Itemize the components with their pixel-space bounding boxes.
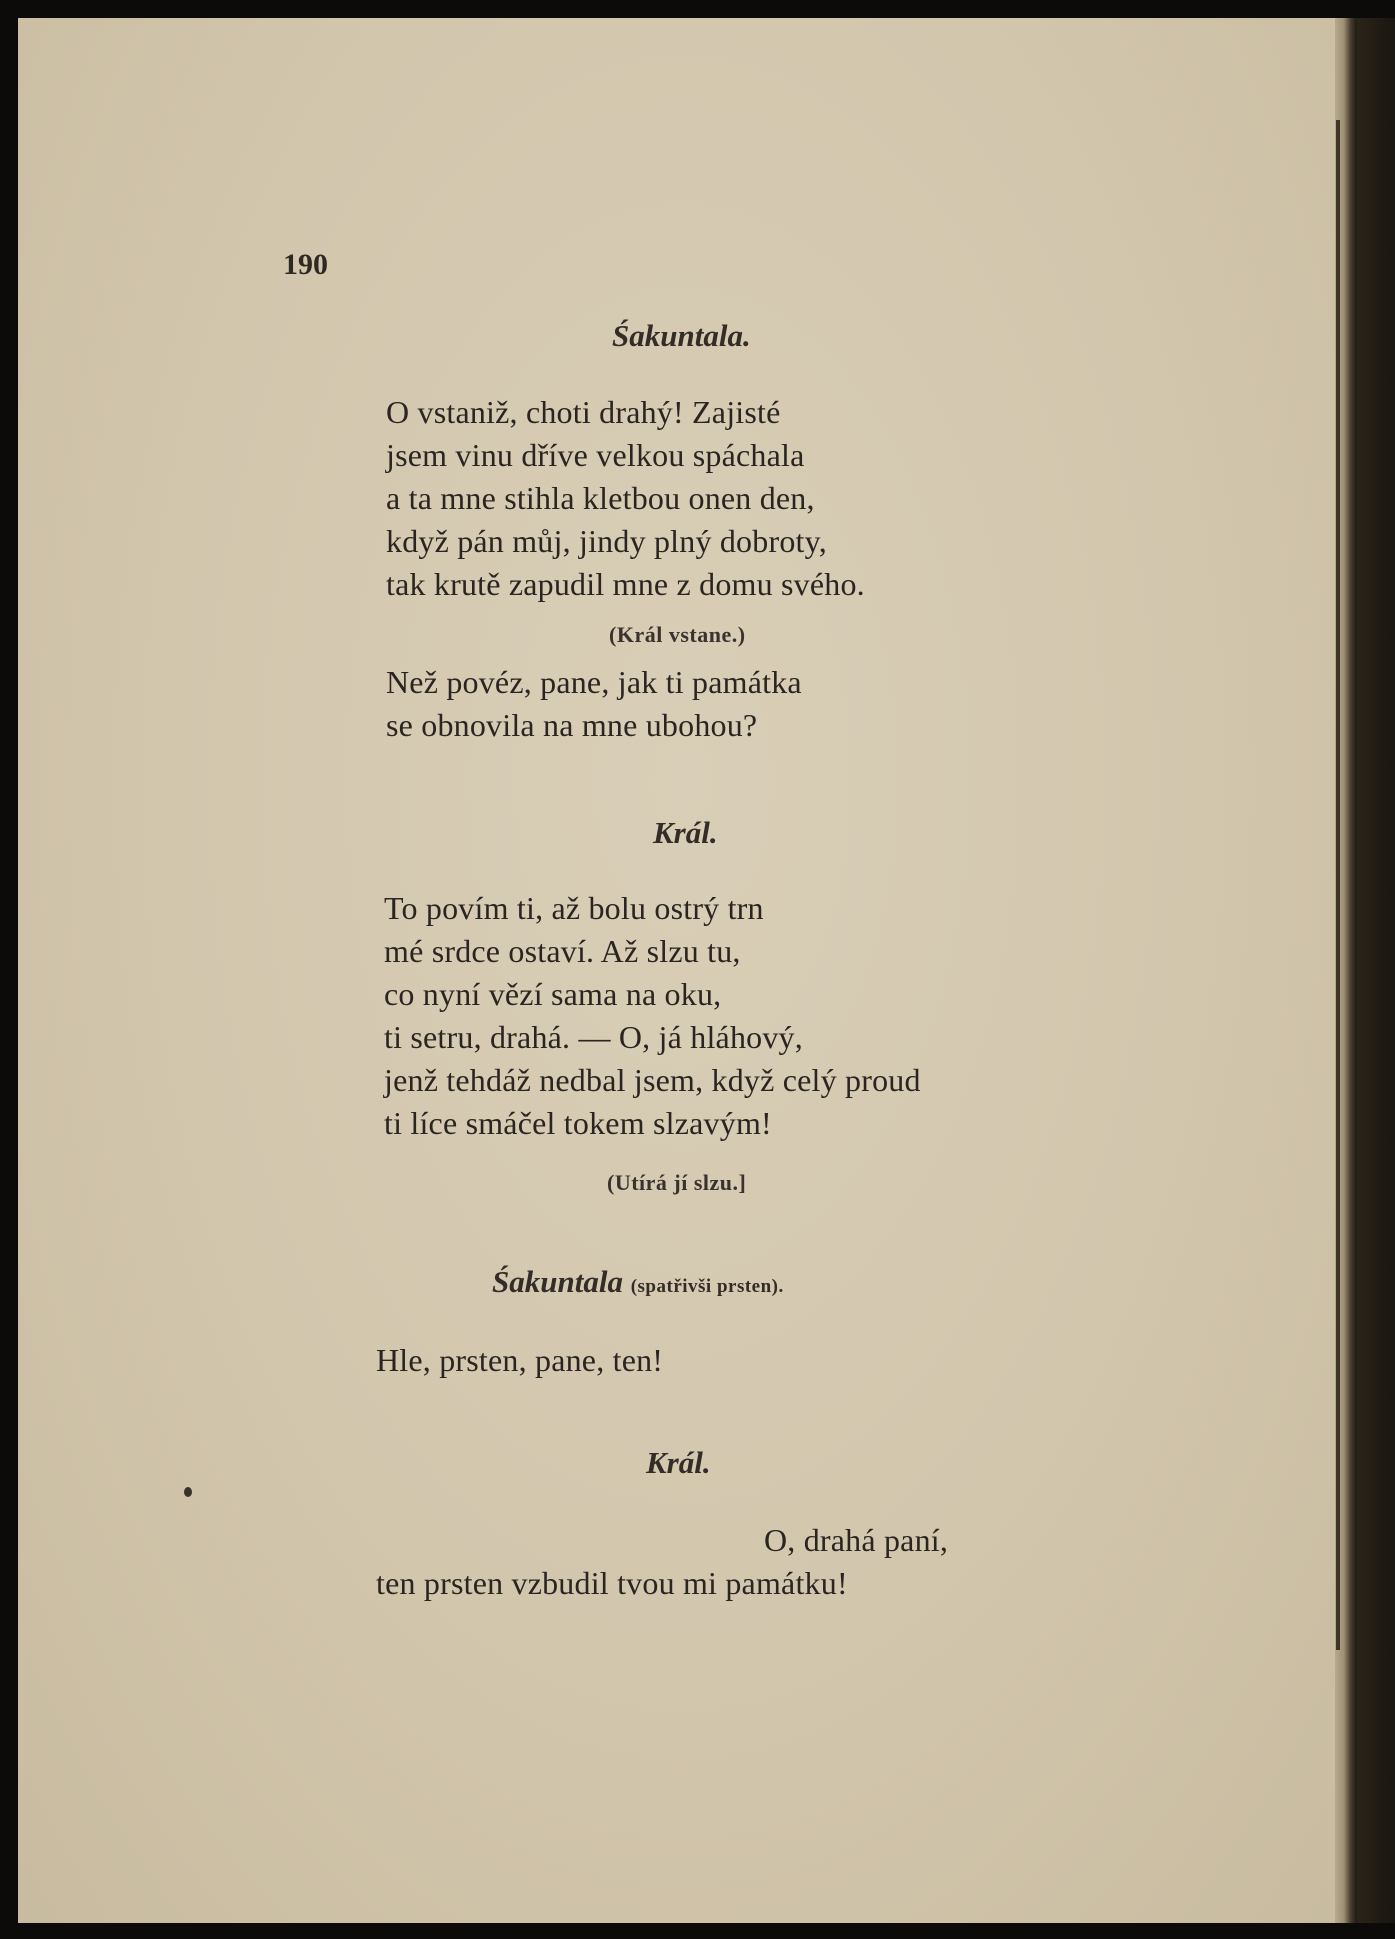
verse-line: ti líce smáčel tokem slzavým! — [384, 1105, 772, 1141]
verse-line: O, drahá paní, — [764, 1522, 949, 1558]
facing-page-edge — [1357, 18, 1395, 1923]
stage-direction: (Utírá jí slzu.] — [607, 1170, 747, 1195]
page-number: 190 — [283, 248, 328, 281]
verse-line: se obnovila na mne ubohou? — [386, 707, 758, 743]
spine-shadow-line — [1336, 120, 1340, 1650]
verse-line: a ta mne stihla kletbou onen den, — [386, 480, 815, 516]
speaker-sakuntala: Śakuntala. — [612, 318, 751, 353]
verse-line: jenž tehdáž nedbal jsem, když celý proud — [384, 1062, 921, 1098]
verse-line: Než povéz, pane, jak ti památka — [386, 664, 802, 700]
speaker-name: Śakuntala — [492, 1264, 623, 1299]
verse-line: co nyní vězí sama na oku, — [384, 976, 722, 1012]
stage-direction: (Král vstane.) — [609, 622, 746, 647]
verse-line: tak krutě zapudil mne z domu svého. — [386, 566, 865, 602]
speaker-sakuntala — [492, 1266, 784, 1297]
verse-line: Hle, prsten, pane, ten! — [376, 1342, 664, 1378]
verse-line: jsem vinu dříve velkou spáchala — [386, 437, 805, 473]
ink-speck — [184, 1487, 192, 1497]
speaker-kral: Král. — [646, 1445, 711, 1480]
verse-line: O vstaniž, choti drahý! Zajisté — [386, 394, 781, 430]
verse-line: ten prsten vzbudil tvou mi památku! — [376, 1565, 848, 1601]
verse-line: mé srdce ostaví. Až slzu tu, — [384, 933, 741, 969]
verse-line: když pán můj, jindy plný dobroty, — [386, 523, 827, 559]
speaker-kral: Král. — [653, 815, 718, 850]
verse-line: ti setru, drahá. — O, já hláhový, — [384, 1019, 803, 1055]
book-page — [18, 18, 1348, 1923]
verse-line: To povím ti, až bolu ostrý trn — [384, 890, 764, 926]
speaker-stage-note: (spatřivši prsten). — [630, 1276, 784, 1297]
